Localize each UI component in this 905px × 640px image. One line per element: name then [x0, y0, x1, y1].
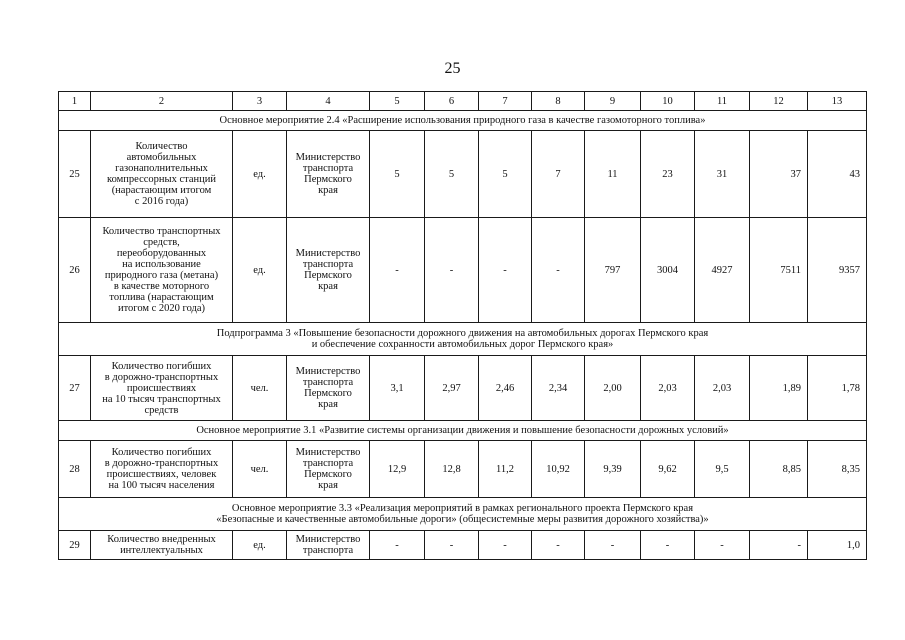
value-cell: -	[479, 218, 532, 323]
value-cell: -	[425, 218, 479, 323]
value-cell: 12,8	[425, 441, 479, 498]
value-cell: 1,78	[808, 356, 867, 421]
executor-cell: Министерство транспорта Пермского края	[287, 131, 370, 218]
value-cell: 4927	[695, 218, 750, 323]
value-cell: 11,2	[479, 441, 532, 498]
value-cell: 2,00	[585, 356, 641, 421]
value-cell: 3004	[641, 218, 695, 323]
row-number: 27	[59, 356, 91, 421]
unit-cell: чел.	[233, 356, 287, 421]
header-cell: 7	[479, 92, 532, 111]
table-row	[59, 531, 867, 560]
executor-cell: Министерство транспорта Пермского края	[287, 218, 370, 323]
value-cell: 797	[585, 218, 641, 323]
row-number: 25	[59, 131, 91, 218]
value-cell: 2,03	[641, 356, 695, 421]
header-cell: 2	[91, 92, 233, 111]
value-cell: 11	[585, 131, 641, 218]
value-cell: 1,89	[750, 356, 808, 421]
value-cell: 31	[695, 131, 750, 218]
value-cell: -	[695, 531, 750, 560]
value-cell: -	[425, 531, 479, 560]
section-title-3-3: Основное мероприятие 3.3 «Реализация мероприятий в рамках регионального проекта Пермского края «Безопасные и качественные автомобильные дороги» (общесистемные меры развития дорожного хозяйства)»	[59, 498, 867, 531]
section-row	[59, 421, 867, 441]
value-cell: 8,85	[750, 441, 808, 498]
value-cell: -	[532, 531, 585, 560]
value-cell: 10,92	[532, 441, 585, 498]
header-cell: 13	[808, 92, 867, 111]
value-cell: 1,0	[808, 531, 867, 560]
value-cell: 5	[425, 131, 479, 218]
section-title-2-4: Основное мероприятие 2.4 «Расширение использования природного газа в качестве газомоторного топлива»	[59, 111, 867, 131]
indicators-table	[58, 91, 867, 560]
indicator-name: Количество автомобильных газонаполнительных компрессорных станций (нарастающим итогом с 2016 года)	[91, 131, 233, 218]
executor-cell: Министерство транспорта Пермского края	[287, 356, 370, 421]
indicator-name: Количество погибших в дорожно-транспортных происшествиях, человек на 100 тысяч населения	[91, 441, 233, 498]
value-cell: -	[750, 531, 808, 560]
section-row	[59, 498, 867, 531]
value-cell: 5	[479, 131, 532, 218]
executor-cell: Министерство транспорта Пермского края	[287, 441, 370, 498]
table-row	[59, 441, 867, 498]
header-row	[59, 92, 867, 111]
value-cell: 2,03	[695, 356, 750, 421]
header-cell: 12	[750, 92, 808, 111]
value-cell: -	[370, 531, 425, 560]
table-row	[59, 131, 867, 218]
section-row	[59, 111, 867, 131]
value-cell: 37	[750, 131, 808, 218]
unit-cell: чел.	[233, 441, 287, 498]
value-cell: 8,35	[808, 441, 867, 498]
page-number: 25	[444, 60, 461, 77]
section-row	[59, 323, 867, 356]
value-cell: -	[585, 531, 641, 560]
header-cell: 11	[695, 92, 750, 111]
value-cell: 9357	[808, 218, 867, 323]
header-cell: 8	[532, 92, 585, 111]
row-number: 26	[59, 218, 91, 323]
value-cell: -	[641, 531, 695, 560]
indicator-name: Количество внедренных интеллектуальных	[91, 531, 233, 560]
subprogram-title-3: Подпрограмма 3 «Повышение безопасности дорожного движения на автомобильных дорогах Пермского края и обеспечение сохранности автомобильных дорог Пермского края»	[59, 323, 867, 356]
value-cell: -	[370, 218, 425, 323]
value-cell: 3,1	[370, 356, 425, 421]
header-cell: 6	[425, 92, 479, 111]
header-cell: 9	[585, 92, 641, 111]
value-cell: -	[532, 218, 585, 323]
table-row	[59, 218, 867, 323]
unit-cell: ед.	[233, 131, 287, 218]
value-cell: 7	[532, 131, 585, 218]
executor-cell: Министерство транспорта	[287, 531, 370, 560]
indicator-name: Количество транспортных средств, переоборудованных на использование природного газа (метана) в качестве моторного топлива (нарастающим итогом с 2020 года)	[91, 218, 233, 323]
value-cell: 9,62	[641, 441, 695, 498]
header-cell: 4	[287, 92, 370, 111]
header-cell: 3	[233, 92, 287, 111]
row-number: 29	[59, 531, 91, 560]
unit-cell: ед.	[233, 218, 287, 323]
value-cell: -	[479, 531, 532, 560]
unit-cell: ед.	[233, 531, 287, 560]
row-number: 28	[59, 441, 91, 498]
value-cell: 12,9	[370, 441, 425, 498]
value-cell: 2,97	[425, 356, 479, 421]
value-cell: 5	[370, 131, 425, 218]
value-cell: 7511	[750, 218, 808, 323]
value-cell: 9,39	[585, 441, 641, 498]
header-cell: 5	[370, 92, 425, 111]
header-cell: 10	[641, 92, 695, 111]
value-cell: 2,46	[479, 356, 532, 421]
value-cell: 2,34	[532, 356, 585, 421]
header-cell: 1	[59, 92, 91, 111]
value-cell: 43	[808, 131, 867, 218]
value-cell: 23	[641, 131, 695, 218]
indicator-name: Количество погибших в дорожно-транспортных происшествиях на 10 тысяч транспортных средств	[91, 356, 233, 421]
table-row	[59, 356, 867, 421]
section-title-3-1: Основное мероприятие 3.1 «Развитие системы организации движения и повышение безопасности дорожных условий»	[59, 421, 867, 441]
value-cell: 9,5	[695, 441, 750, 498]
